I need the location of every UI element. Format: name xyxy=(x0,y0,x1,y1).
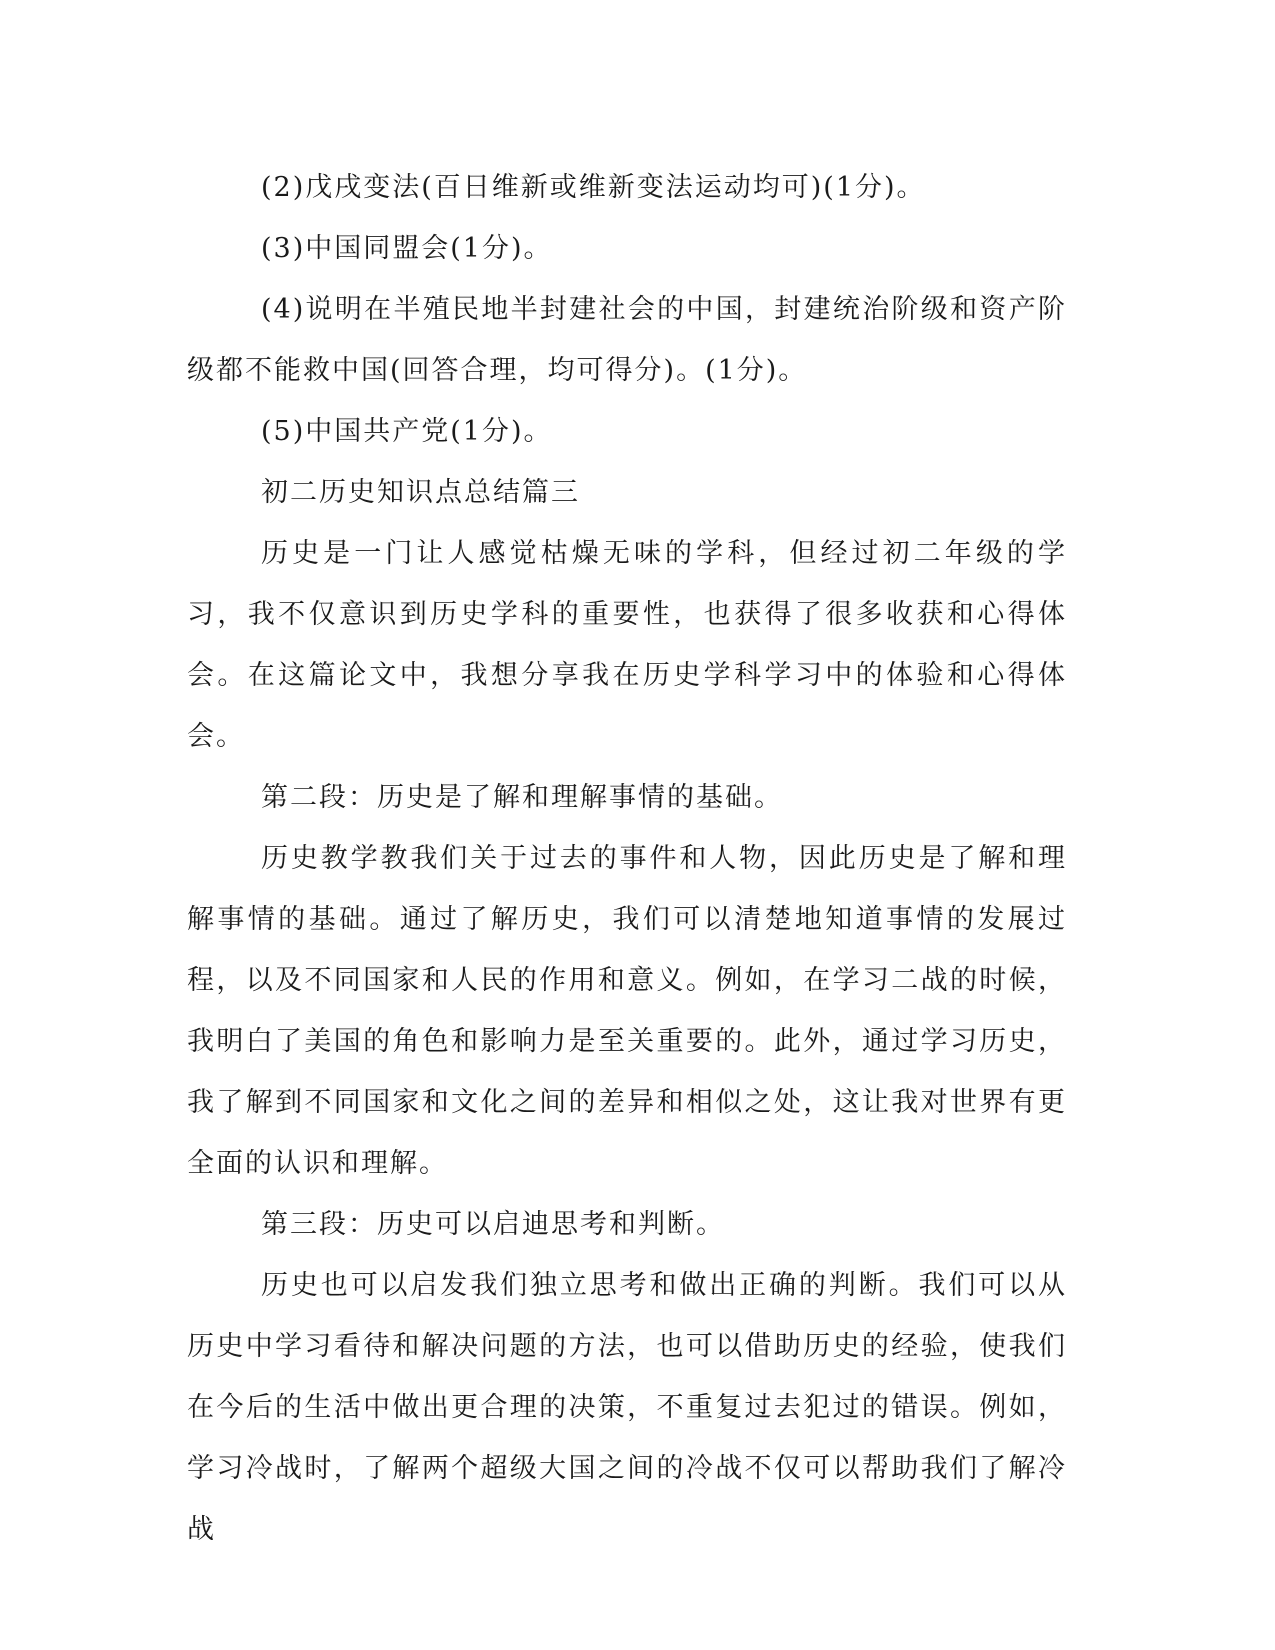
answer-5: (5)中国共产党(1分)。 xyxy=(261,416,553,447)
intro-paragraph: 历史是一门让人感觉枯燥无味的学科，但经过初二年级的学习，我不仅意识到历史学科的重要性，也获得了很多收获和心得体会。在这篇论文中，我想分享我在历史学科学习中的体验和心得体会。 xyxy=(187,538,1067,752)
answer-2: (2)戊戌变法(百日维新或维新变法运动均可)(1分)。 xyxy=(261,172,926,203)
section-three-heading: 第三段：历史可以启迪思考和判断。 xyxy=(261,1209,725,1240)
section-two-heading: 第二段：历史是了解和理解事情的基础。 xyxy=(261,782,783,813)
section-two-paragraph: 历史教学教我们关于过去的事件和人物，因此历史是了解和理解事情的基础。通过了解历史，我们可以清楚地知道事情的发展过程，以及不同国家和人民的作用和意义。例如，在学习二战的时候，我明白了美国的角色和影响力是至关重要的。此外，通过学习历史，我了解到不同国家和文化之间的差异和相似之处，这让我对世界有更全面的认识和理解。 xyxy=(187,843,1067,1179)
section-heading: 初二历史知识点总结篇三 xyxy=(261,477,580,508)
answer-3: (3)中国同盟会(1分)。 xyxy=(261,233,553,264)
document-body xyxy=(187,157,1067,1560)
section-three-paragraph: 历史也可以启发我们独立思考和做出正确的判断。我们可以从历史中学习看待和解决问题的方法，也可以借助历史的经验，使我们在今后的生活中做出更合理的决策，不重复过去犯过的错误。例如，学习冷战时，了解两个超级大国之间的冷战不仅可以帮助我们了解冷战 xyxy=(187,1270,1067,1545)
answer-4: (4)说明在半殖民地半封建社会的中国，封建统治阶级和资产阶级都不能救中国(回答合理，均可得分)。(1分)。 xyxy=(187,294,1067,386)
